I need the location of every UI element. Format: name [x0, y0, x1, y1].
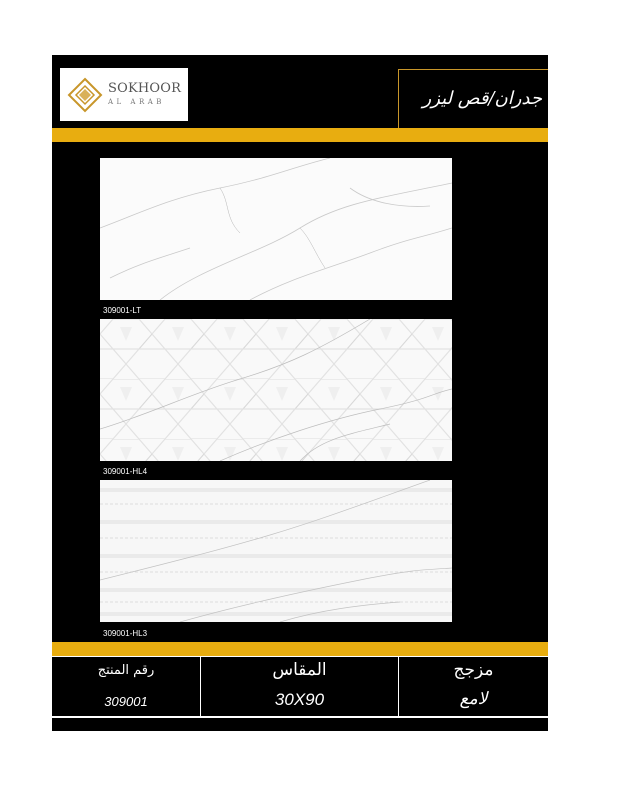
size-value: 30X90 — [274, 690, 325, 709]
brand-subtitle: AL ARAB — [108, 98, 165, 106]
spec-product-number — [52, 657, 200, 717]
catalog-sheet — [52, 55, 548, 731]
tile-image-hl4 — [100, 319, 452, 461]
title-box — [398, 69, 548, 128]
gold-divider-top — [52, 128, 548, 142]
finish-label: مزجج — [453, 660, 494, 680]
gold-divider-bottom — [52, 642, 548, 656]
page-title: جدران/قص ليزر — [422, 88, 542, 109]
brand-logo — [60, 68, 188, 121]
tile-image-hl3 — [100, 480, 452, 622]
product-number-label: رقم المنتج — [97, 663, 155, 678]
finish-value: لامع — [459, 689, 488, 709]
spec-size — [200, 657, 398, 717]
tile-code-hl4: 309001-HL4 — [103, 467, 148, 476]
tile-code-lt: 309001-LT — [103, 306, 142, 315]
tile-image-lt — [100, 158, 452, 300]
bottom-rule — [52, 716, 548, 718]
product-number-value: 309001 — [104, 694, 148, 709]
brand-mark-icon — [66, 76, 104, 114]
size-label: المقاس — [272, 660, 327, 680]
tile-code-hl3: 309001-HL3 — [103, 629, 148, 638]
spec-table — [52, 656, 548, 717]
header — [52, 55, 548, 128]
brand-name: SOKHOOR — [108, 81, 182, 96]
spec-finish — [398, 657, 548, 717]
